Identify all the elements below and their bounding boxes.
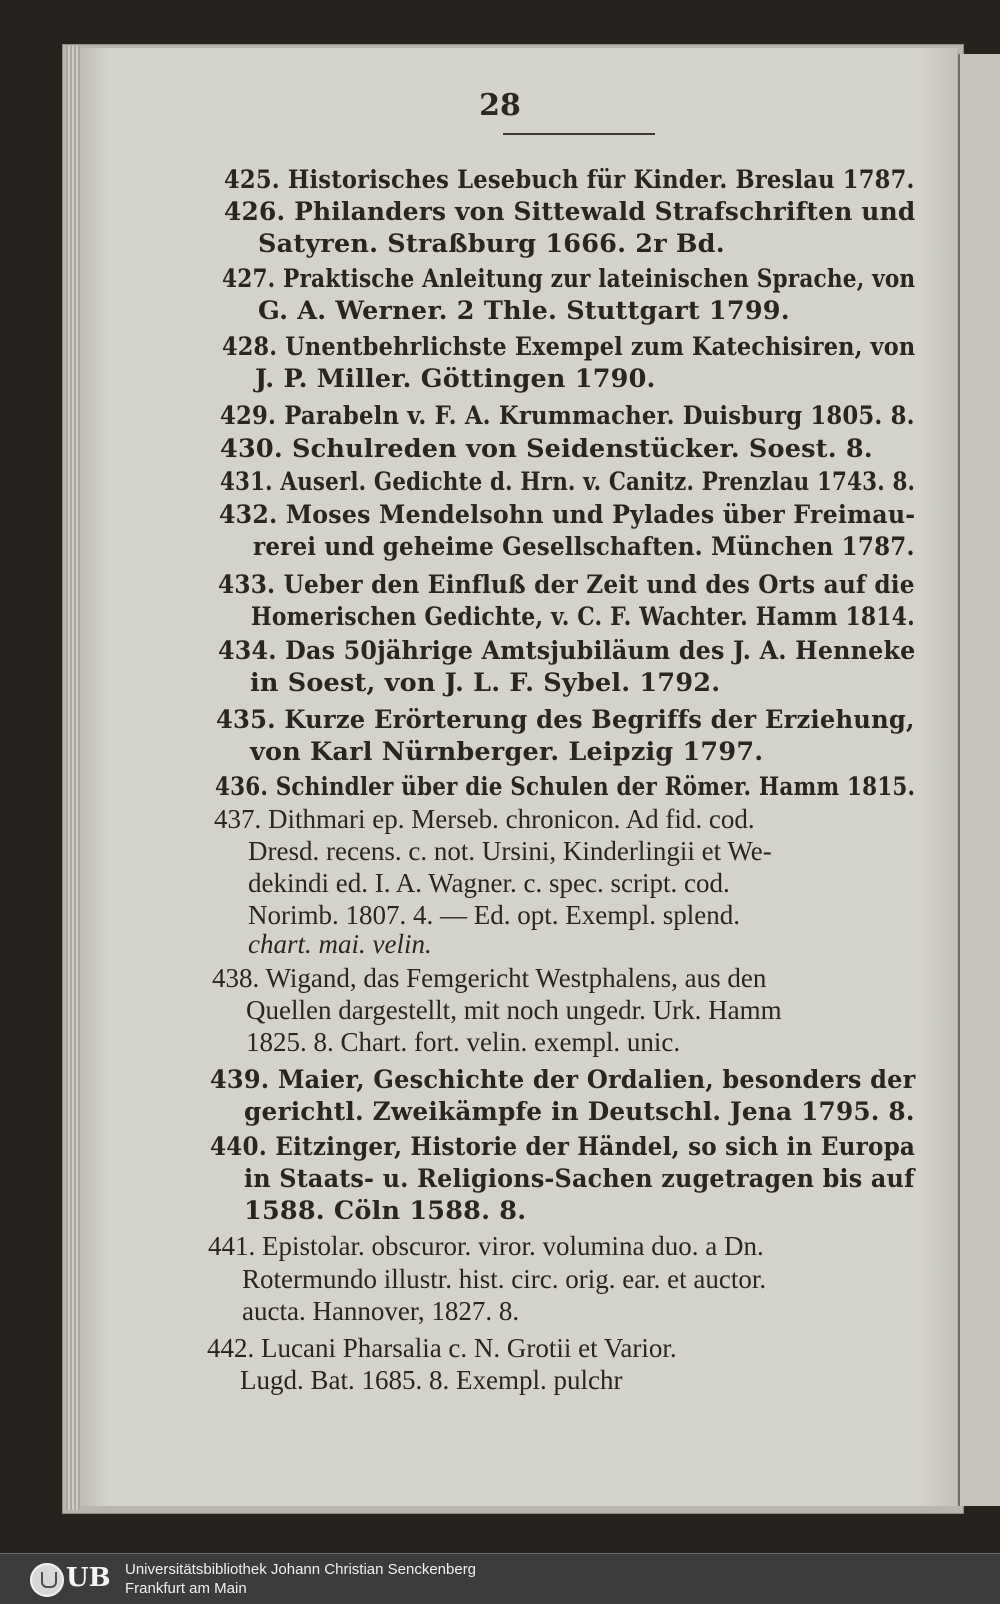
entry-line: 1588. Cöln 1588. 8.: [244, 1196, 527, 1226]
entry-line: 438. Wigand, das Femgericht Westphalens, aus den: [212, 963, 767, 993]
entry-line: 434. Das 50jährige Amtsjubiläum des J. A. Henneke: [218, 636, 916, 666]
entry-line: Homerischen Gedichte, v. C. F. Wachter. Hamm 1814.: [251, 602, 915, 632]
entry-line: 440. Eitzinger, Historie der Händel, so sich in Europa: [210, 1132, 916, 1162]
entry-line: Norimb. 1807. 4. — Ed. opt. Exempl. splend.: [248, 900, 740, 930]
entry-line: 433. Ueber den Einfluß der Zeit und des Orts auf die: [218, 570, 915, 600]
entry-line: 427. Praktische Anleitung zur lateinischen Sprache, von: [222, 264, 916, 294]
entry-line: aucta. Hannover, 1827. 8.: [242, 1296, 520, 1326]
entry-line: Rotermundo illustr. hist. circ. orig. ear. et auctor.: [242, 1264, 767, 1294]
entry-line: Satyren. Straßburg 1666. 2r Bd.: [258, 229, 725, 259]
entry-line: rerei und geheime Gesellschaften. München 1787.: [253, 532, 915, 562]
entry-line: 439. Maier, Geschichte der Ordalien, besonders der: [210, 1065, 916, 1095]
ub-logo: UB: [66, 1563, 111, 1593]
entry-line: 437. Dithmari ep. Merseb. chronicon. Ad fid. cod.: [214, 804, 755, 834]
entry-line: 430. Schulreden von Seidenstücker. Soest. 8.: [220, 434, 873, 464]
entry-line: 428. Unentbehrlichste Exempel zum Katechisiren, von: [222, 332, 916, 362]
entry-line: dekindi ed. I. A. Wagner. c. spec. script. cod.: [248, 868, 730, 898]
entry-line: Dresd. recens. c. not. Ursini, Kinderlingii et We-: [248, 836, 772, 866]
entry-line: 441. Epistolar. obscuror. viror. volumina duo. a Dn.: [208, 1231, 764, 1261]
entry-line: in Staats- u. Religions-Sachen zugetragen bis auf: [244, 1164, 915, 1194]
entry-line: 431. Auserl. Gedichte d. Hrn. v. Canitz. Prenzlau 1743. 8.: [220, 467, 916, 497]
entry-line: J. P. Miller. Göttingen 1790.: [255, 364, 656, 394]
entry-line: 429. Parabeln v. F. A. Krummacher. Duisburg 1805. 8.: [220, 401, 915, 431]
footer-bar: [0, 1553, 1000, 1604]
entry-line: Quellen dargestellt, mit noch ungedr. Urk. Hamm: [246, 995, 782, 1025]
entry-line: 436. Schindler über die Schulen der Römer. Hamm 1815.: [215, 772, 916, 802]
entry-line: 426. Philanders von Sittewald Strafschriften und: [224, 197, 916, 227]
entry-line: gerichtl. Zweikämpfe in Deutschl. Jena 1795. 8.: [244, 1097, 915, 1127]
entry-line: chart. mai. velin.: [248, 929, 432, 959]
institution-name: Universitätsbibliothek Johann Christian Senckenberg: [125, 1561, 477, 1578]
entry-line: Lugd. Bat. 1685. 8. Exempl. pulchr: [240, 1365, 623, 1395]
entry-line: von Karl Nürnberger. Leipzig 1797.: [250, 737, 764, 767]
page-number: 28: [479, 88, 521, 123]
entry-line: G. A. Werner. 2 Thle. Stuttgart 1799.: [258, 296, 790, 326]
entry-line: 425. Historisches Lesebuch für Kinder. Breslau 1787.: [224, 165, 915, 195]
university-seal-icon: [30, 1563, 64, 1597]
entry-line: 432. Moses Mendelsohn und Pylades über Freimau-: [219, 500, 916, 530]
institution-city: Frankfurt am Main: [125, 1580, 247, 1597]
entry-line: 442. Lucani Pharsalia c. N. Grotii et Varior.: [207, 1333, 677, 1363]
entry-line: in Soest, von J. L. F. Sybel. 1792.: [250, 668, 721, 698]
entry-line: 435. Kurze Erörterung des Begriffs der Erziehung,: [216, 705, 915, 735]
entry-line: 1825. 8. Chart. fort. velin. exempl. unic.: [246, 1027, 681, 1057]
